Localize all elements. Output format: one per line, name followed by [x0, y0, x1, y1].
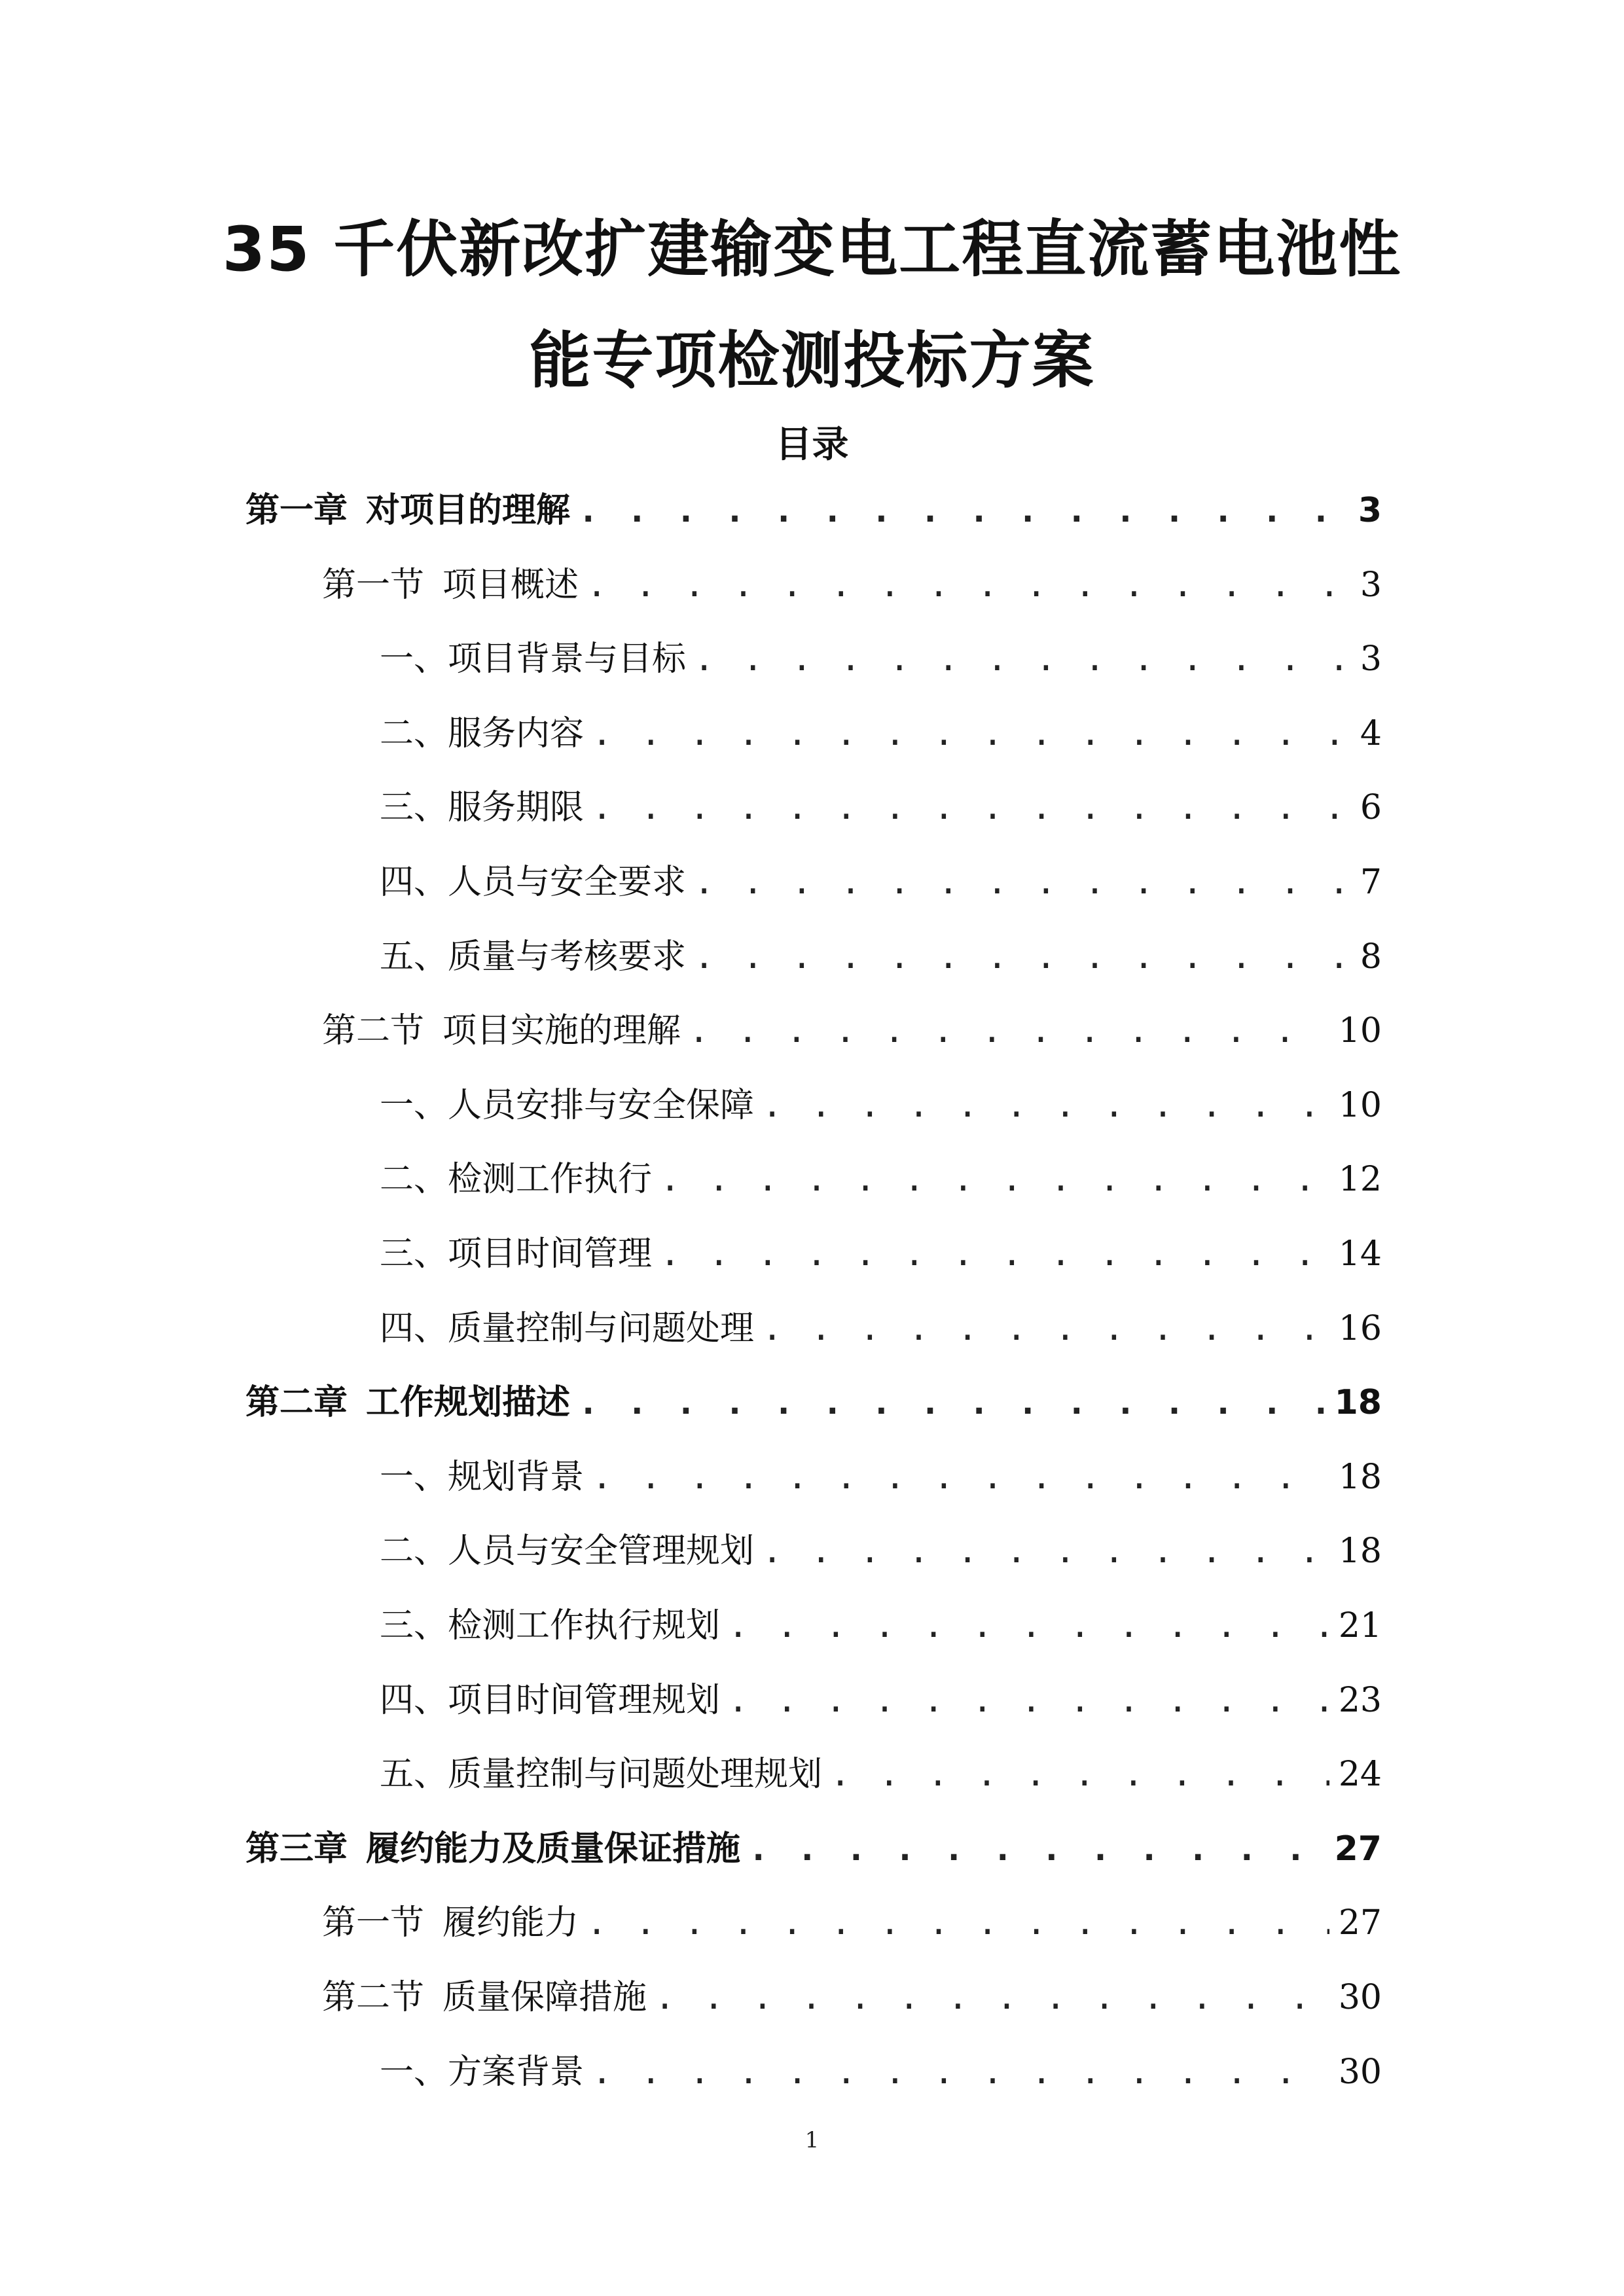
- toc-entry-label: [380, 633, 686, 685]
- toc-entry-prefix: 第二节: [322, 1978, 425, 2017]
- page-number: 1: [804, 2127, 820, 2153]
- toc-entry-prefix: 第一节: [322, 1903, 425, 1943]
- toc-dot-leader: [762, 1079, 1329, 1132]
- toc-entry[interactable]: [322, 1897, 1382, 1949]
- toc-dot-leader: [655, 1971, 1329, 2024]
- toc-entry-prefix: 第二节: [322, 1011, 425, 1051]
- toc-entry-label: [245, 1376, 570, 1429]
- toc-dot-leader: [586, 559, 1351, 611]
- toc-entry-text: 五、质量与考核要求: [380, 937, 687, 977]
- toc-entry[interactable]: [380, 1302, 1382, 1355]
- toc-page-number: 21: [1338, 1606, 1382, 1645]
- toc-entry[interactable]: [322, 559, 1382, 611]
- toc-entry-text: 四、质量控制与问题处理: [380, 1308, 755, 1348]
- toc-page-number: 30: [1338, 2052, 1382, 2092]
- toc-page-number: 6: [1360, 788, 1382, 828]
- toc-entry[interactable]: [380, 2046, 1382, 2098]
- toc-entry-text: 四、项目时间管理规划: [380, 1680, 721, 1720]
- toc-entry[interactable]: [380, 1525, 1382, 1577]
- toc-dot-leader: [592, 1451, 1329, 1503]
- toc-entry-text: 一、项目背景与目标: [380, 639, 687, 679]
- toc-entry-text: 履约能力: [442, 1903, 579, 1943]
- toc-entry-text: 一、方案背景: [380, 2052, 585, 2092]
- toc-entry[interactable]: [380, 931, 1382, 983]
- toc-entry-text: 一、规划背景: [380, 1457, 585, 1497]
- toc-page-number: 30: [1338, 1978, 1382, 2017]
- toc-entry[interactable]: [380, 1674, 1382, 1727]
- toc-entry-prefix: 第三章: [245, 1829, 348, 1869]
- toc-entry-text: 三、服务期限: [380, 788, 585, 828]
- toc-entry-prefix: 第一章: [245, 491, 348, 530]
- toc-dot-leader: [694, 931, 1351, 983]
- toc-entry-label: [380, 1153, 652, 1206]
- toc-entry-text: 三、项目时间管理: [380, 1234, 653, 1274]
- toc-entry-label: [380, 1079, 754, 1132]
- toc-entry-label: [380, 708, 584, 760]
- toc-dot-leader: [578, 1376, 1326, 1429]
- toc-dot-leader: [660, 1153, 1329, 1206]
- toc-page-number: 3: [1360, 565, 1382, 605]
- toc-entry-label: [245, 484, 570, 537]
- toc-dot-leader: [578, 484, 1349, 537]
- toc-entry-text: 五、质量控制与问题处理规划: [380, 1755, 823, 1795]
- toc-dot-leader: [748, 1823, 1326, 1875]
- toc-entry-text: 项目实施的理解: [442, 1011, 681, 1051]
- toc-page-number: 27: [1338, 1903, 1382, 1943]
- toc-page-number: 3: [1360, 639, 1382, 679]
- toc-dot-leader: [592, 2046, 1329, 2098]
- toc-entry-prefix: 第二章: [245, 1383, 348, 1423]
- toc-page-number: 12: [1338, 1160, 1382, 1200]
- toc-page-number: 18: [1338, 1457, 1382, 1497]
- toc-page-number: 7: [1360, 863, 1382, 902]
- toc-heading: 目录: [775, 423, 849, 466]
- toc-entry-text: 工作规划描述: [366, 1383, 571, 1423]
- toc-entry-label: [322, 1005, 681, 1057]
- toc-entry-text: 项目概述: [442, 565, 579, 605]
- toc-page-number: 8: [1360, 937, 1382, 977]
- toc-dot-leader: [592, 708, 1351, 760]
- toc-dot-leader: [660, 1228, 1329, 1280]
- toc-entry-label: [380, 1525, 754, 1577]
- toc-entry[interactable]: [380, 1228, 1382, 1280]
- toc-entry[interactable]: [380, 708, 1382, 760]
- toc-entry-label: [380, 931, 686, 983]
- toc-entry[interactable]: [380, 1153, 1382, 1206]
- toc-dot-leader: [592, 781, 1351, 834]
- toc-page-number: 16: [1338, 1308, 1382, 1348]
- toc-entry-label: [380, 1228, 652, 1280]
- toc-page-number: 10: [1338, 1011, 1382, 1051]
- toc-entry-text: 四、人员与安全要求: [380, 863, 687, 902]
- toc-entry-text: 质量保障措施: [442, 1978, 647, 2017]
- toc-dot-leader: [762, 1525, 1329, 1577]
- toc-entry-label: [380, 1674, 720, 1727]
- toc-page-number: 18: [1338, 1532, 1382, 1571]
- toc-entry-label: [380, 1451, 584, 1503]
- toc-entry-label: [380, 1748, 822, 1801]
- toc-dot-leader: [694, 633, 1351, 685]
- toc-page-number: 24: [1338, 1755, 1382, 1795]
- toc-dot-leader: [689, 1005, 1329, 1057]
- toc-entry-label: [380, 1600, 720, 1652]
- toc-dot-leader: [728, 1674, 1329, 1727]
- toc-entry-prefix: 第一节: [322, 565, 425, 605]
- toc-page-number: 4: [1360, 713, 1382, 753]
- toc-page-number: 18: [1334, 1383, 1382, 1423]
- toc-dot-leader: [762, 1302, 1329, 1355]
- toc-entry-label: [322, 1971, 647, 2024]
- toc-entry[interactable]: [380, 781, 1382, 834]
- toc-entry-label: [380, 1302, 754, 1355]
- toc-entry-text: 二、检测工作执行: [380, 1160, 653, 1200]
- toc-dot-leader: [830, 1748, 1329, 1801]
- toc-entry-label: [380, 856, 686, 908]
- toc-entry-text: 对项目的理解: [366, 491, 571, 530]
- toc-page-number: 3: [1358, 491, 1382, 530]
- toc-entry[interactable]: [380, 633, 1382, 685]
- toc-page-number: 10: [1338, 1085, 1382, 1125]
- toc-entry[interactable]: [380, 1451, 1382, 1503]
- toc-entry[interactable]: [322, 1971, 1382, 2024]
- toc-entry[interactable]: [380, 1600, 1382, 1652]
- toc-entry[interactable]: [380, 1079, 1382, 1132]
- toc-entry[interactable]: [245, 484, 1382, 537]
- toc-entry[interactable]: [380, 856, 1382, 908]
- toc-dot-leader: [728, 1600, 1329, 1652]
- toc-entry[interactable]: [322, 1005, 1382, 1057]
- toc-dot-leader: [586, 1897, 1329, 1949]
- toc-entry-label: [380, 2046, 584, 2098]
- toc-entry-text: 二、服务内容: [380, 713, 585, 753]
- document-title-line-2: 能专项检测投标方案: [529, 325, 1095, 397]
- toc-entry-label: [322, 1897, 579, 1949]
- toc-page-number: 23: [1338, 1680, 1382, 1720]
- toc-entry-text: 履约能力及质量保证措施: [366, 1829, 741, 1869]
- toc-dot-leader: [694, 856, 1351, 908]
- toc-page-number: 14: [1338, 1234, 1382, 1274]
- toc-entry[interactable]: [245, 1376, 1382, 1429]
- document-title-line-1: 35 千伏新改扩建输变电工程直流蓄电池性: [222, 214, 1402, 285]
- toc-entry-label: [245, 1823, 740, 1875]
- toc-entry-label: [380, 781, 584, 834]
- toc-entry-text: 一、人员安排与安全保障: [380, 1085, 755, 1125]
- toc-entry-label: [322, 559, 579, 611]
- toc-entry-text: 三、检测工作执行规划: [380, 1606, 721, 1645]
- toc-entry-text: 二、人员与安全管理规划: [380, 1532, 755, 1571]
- toc-entry[interactable]: [245, 1823, 1382, 1875]
- toc-entry[interactable]: [380, 1748, 1382, 1801]
- toc-page-number: 27: [1334, 1829, 1382, 1869]
